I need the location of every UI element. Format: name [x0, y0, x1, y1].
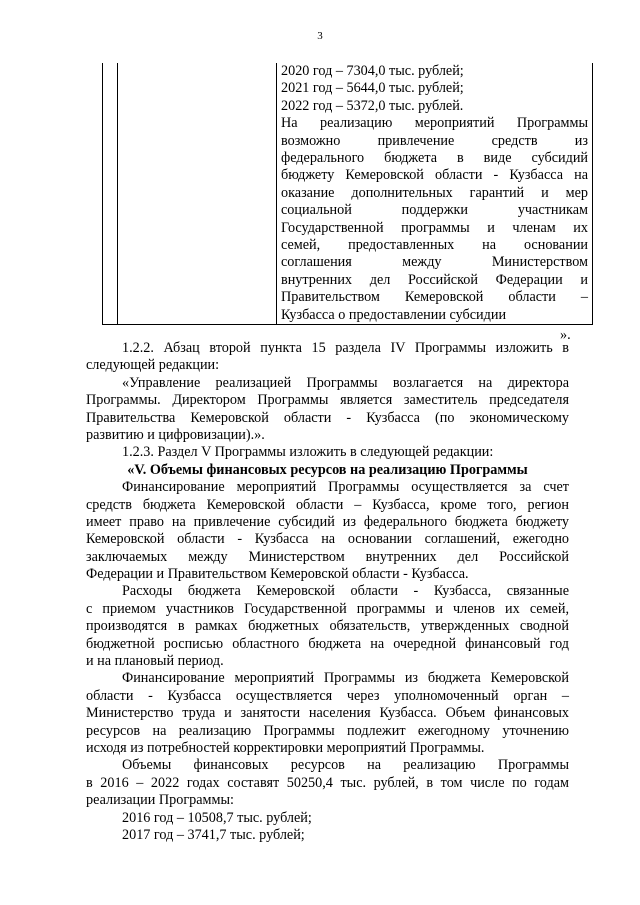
paragraph-line: следующей редакции: — [86, 357, 220, 374]
table-line: Кузбасса о предоставлении субсидии — [281, 306, 507, 323]
page-number: 3 — [317, 30, 323, 42]
paragraph-line: Федерации и Правительством Кемеровской области - Кузбасса. — [86, 566, 469, 583]
program-passport-table-continuation — [102, 63, 593, 325]
paragraph-line: исходя из потребностей корректировки мероприятий Программы. — [86, 739, 485, 756]
paragraph-line: в 2016 – 2022 годах составят 50250,4 тыс. рублей, в том числе по годам — [86, 774, 569, 791]
table-line: федерального бюджета в виде субсидий — [281, 150, 588, 167]
table-line: Правительством Кемеровской области – — [281, 289, 588, 306]
paragraph-line: производятся в рамках бюджетных обязательств, утвержденных сводной — [86, 618, 569, 635]
paragraph-line: имеет право на привлечение субсидий из федерального бюджета бюджету — [86, 513, 569, 530]
table-line: возможно привлечение средств из — [281, 132, 588, 149]
paragraph-line: Расходы бюджета Кемеровской области - Кузбасса, связанные — [122, 583, 569, 600]
paragraph-line: 1.2.3. Раздел V Программы изложить в следующей редакции: — [122, 444, 494, 461]
paragraph-line: 2016 год – 10508,7 тыс. рублей; — [122, 809, 312, 826]
table-line: Государственной программы и членам их — [281, 219, 588, 236]
paragraph-line: и на плановый период. — [86, 653, 224, 670]
paragraph-line: Программы. Директором Программы является заместитель председателя — [86, 392, 569, 409]
table-line: 2022 год – 5372,0 тыс. рублей. — [281, 97, 464, 114]
table-cell-content — [277, 63, 593, 325]
table-line: внутренних дел Российской Федерации и — [281, 271, 588, 288]
paragraph-line: с приемом участников Государственной программы и членов их семей, — [86, 600, 569, 617]
table-line: бюджету Кемеровской области - Кузбасса на — [281, 167, 588, 184]
table-line: 2020 год – 7304,0 тыс. рублей; — [281, 63, 464, 79]
paragraph-line: средств бюджета Кемеровской области – Кузбасса, кроме того, регион — [86, 496, 569, 513]
table-cell-label — [118, 63, 277, 325]
paragraph-line: Финансирование мероприятий Программы осуществляется за счет — [122, 479, 569, 496]
paragraph-line: области - Кузбасса осуществляется через уполномоченный орган – — [86, 687, 569, 704]
paragraph-line: Финансирование мероприятий Программы из бюджета Кемеровской — [122, 670, 569, 687]
table-line: оказание дополнительных гарантий и мер — [281, 184, 588, 201]
paragraph-line: Объемы финансовых ресурсов на реализацию Программы — [122, 757, 569, 774]
table-line: 2021 год – 5644,0 тыс. рублей; — [281, 80, 464, 97]
paragraph-line: Кемеровской области - Кузбасса на основании соглашений, ежегодно — [86, 531, 569, 548]
paragraph-line: Правительства Кемеровской области - Кузбасса (по экономическому — [86, 409, 569, 426]
paragraph-line: 2017 год – 3741,7 тыс. рублей; — [122, 826, 305, 843]
paragraph-line: 1.2.2. Абзац второй пункта 15 раздела IV Программы изложить в — [122, 340, 569, 356]
section-heading: «V. Объемы финансовых ресурсов на реализацию Программы — [127, 461, 528, 478]
table-line: семей, предоставленных на основании — [281, 237, 588, 254]
paragraph-line: заключаемых между Министерством внутренних дел Российской — [86, 548, 569, 565]
table-line: соглашения между Министерством — [281, 254, 588, 271]
paragraph-line: бюджетной росписью областного бюджета на очередной финансовый год — [86, 635, 569, 652]
table-cell-number — [103, 63, 118, 325]
paragraph-line: Министерство труда и занятости населения Кузбасса. Объем финансовых — [86, 705, 569, 722]
paragraph-line: «Управление реализацией Программы возлагается на директора — [122, 374, 569, 391]
document-body — [86, 340, 569, 844]
quote-close: ». — [560, 327, 571, 343]
table-line: социальной поддержки участникам — [281, 202, 588, 219]
paragraph-line: развитию и цифровизации).». — [86, 426, 265, 443]
table-line: На реализацию мероприятий Программы — [281, 115, 588, 132]
paragraph-line: ресурсов на реализацию Программы подлежит ежегодному уточнению — [86, 722, 569, 739]
paragraph-line: реализации Программы: — [86, 792, 234, 809]
